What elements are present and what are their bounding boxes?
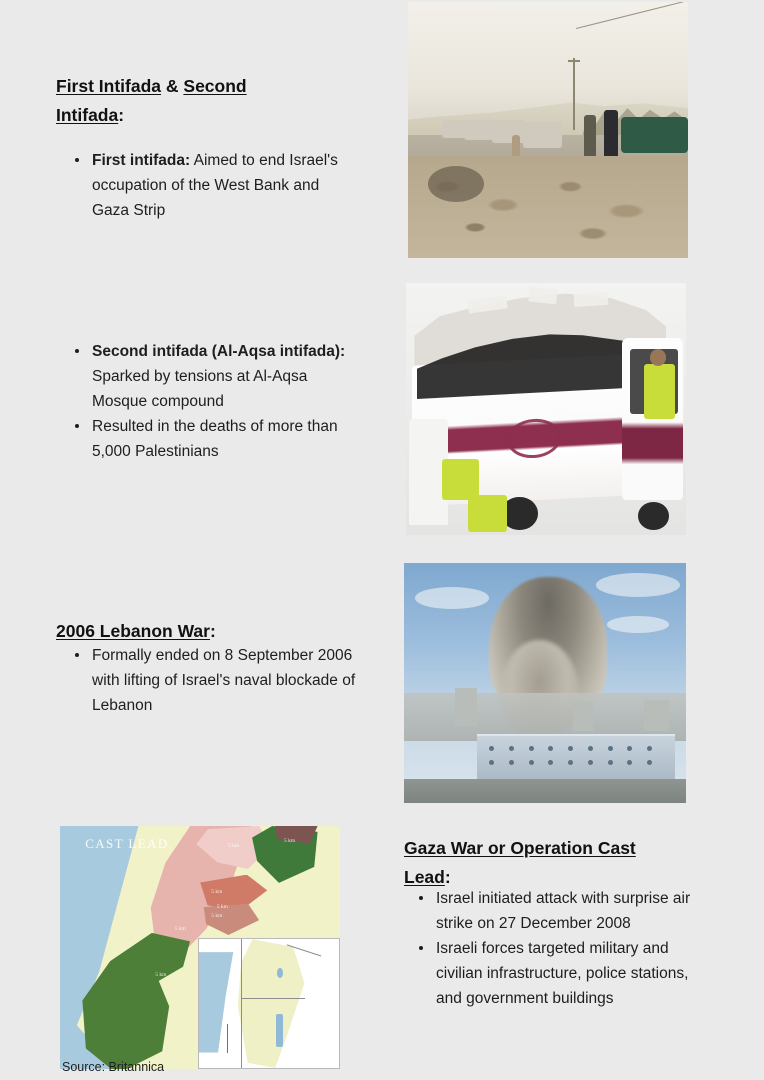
map-title: CAST LEAD [85, 835, 169, 851]
bus-metal-shard [574, 292, 608, 307]
building-porthole [568, 760, 573, 765]
bullet-text-second-intifada-deaths: Resulted in the deaths of more than 5,000 Palestinians [92, 418, 338, 460]
map-inset-locator [198, 938, 340, 1069]
convoy-car [442, 120, 467, 138]
bus-hivis-worker [442, 459, 478, 499]
building-porthole [588, 746, 593, 751]
building-porthole [509, 760, 514, 765]
building-porthole [627, 760, 632, 765]
city-tower [644, 700, 669, 731]
convoy-car [492, 120, 526, 143]
heading-gaza-war-line2: Lead [404, 867, 445, 887]
list-item [412, 936, 702, 1011]
inset-border-line [241, 939, 242, 1068]
building-porthole [489, 746, 494, 751]
convoy-crater [428, 166, 484, 202]
bus-photo-scene [406, 283, 686, 535]
heading-second-text: Second [183, 76, 247, 96]
building-porthole [568, 746, 573, 751]
bus-hivis-worker [468, 495, 507, 533]
bullet-text-gaza-targets: Israeli forces targeted military and civilian infrastructure, police stations, and government buildings [436, 940, 689, 1007]
lebanon-war-airstrike-smoke-photo [404, 563, 686, 803]
map-scale-label: 5 km [284, 838, 296, 845]
map-scale-label: 5 km [216, 903, 228, 910]
list-item [68, 414, 356, 464]
bullet-list-lebanon-war [68, 643, 356, 718]
map-scale-label: 5 km [211, 889, 223, 896]
map-scale-label: 5 km [211, 913, 223, 920]
cast-lead-map-scene [60, 826, 340, 1069]
heading-lebanon-war-text: 2006 Lebanon War [56, 621, 210, 641]
building-porthole [489, 760, 494, 765]
inset-dead-sea [276, 1014, 283, 1047]
heading-intifada-text: Intifada [56, 105, 119, 125]
inset-sea-of-galilee [277, 968, 283, 978]
heading-first-intifada-text: First Intifada [56, 76, 162, 96]
bullet-list-gaza-war [412, 886, 702, 1011]
second-intifada-bombed-bus-photo [406, 283, 686, 535]
convoy-car [523, 122, 562, 148]
convoy-photo-scene [408, 2, 688, 258]
foreground-ground [404, 779, 686, 803]
convoy-utility-pole [573, 58, 575, 130]
inset-gaza-marker [227, 1024, 228, 1052]
list-item [412, 886, 702, 936]
heading-gaza-war [404, 834, 696, 892]
city-tower [573, 702, 593, 731]
bullet-lead-second-intifada: Second intifada (Al-Aqsa intifada): [92, 343, 346, 360]
building-porthole [548, 760, 553, 765]
building-porthole [509, 746, 514, 751]
list-item [68, 339, 356, 414]
bullet-text-gaza-airstrike: Israel initiated attack with surprise air strike on 27 December 2008 [436, 890, 691, 932]
bullet-text-first-intifada: Aimed to end Israel's occupation of the West Bank and Gaza Strip [92, 152, 338, 219]
city-tower [455, 688, 478, 726]
convoy-car [464, 120, 495, 140]
sky-cloud [596, 573, 681, 597]
operation-cast-lead-map [60, 826, 340, 1069]
bus-wheel [638, 502, 669, 530]
building-porthole [627, 746, 632, 751]
sky-cloud [607, 616, 669, 633]
map-source-caption: Source: Britannica [62, 1060, 165, 1074]
heading-gaza-war-line1: Gaza War or Operation Cast [404, 838, 636, 858]
bullet-text-lebanon-ceasefire: Formally ended on 8 September 2006 with lifting of Israel's naval blockade of Lebanon [92, 647, 356, 714]
heading-lebanon-war-colon: : [209, 621, 216, 641]
bullet-list-first-intifada [68, 148, 350, 223]
sky-cloud [415, 587, 488, 609]
heading-ampersand: & [161, 76, 184, 96]
list-item [68, 148, 350, 223]
building-porthole [529, 760, 534, 765]
bullet-list-second-intifada [68, 339, 356, 464]
first-intifada-convoy-photo [408, 2, 688, 258]
map-scale-label: 5 km [174, 925, 186, 932]
heading-lebanon-war [56, 617, 356, 646]
bullet-text-second-intifada: Sparked by tensions at Al-Aqsa Mosque compound [92, 368, 308, 410]
list-item [68, 643, 356, 718]
building-porthole [529, 746, 534, 751]
building-porthole [588, 760, 593, 765]
bullet-lead-first-intifada: First intifada: [92, 152, 191, 169]
building-porthole [548, 746, 553, 751]
bus-hivis-worker [644, 364, 675, 419]
building-porthole [647, 760, 652, 765]
bus-metal-shard [528, 287, 557, 305]
map-scale-label: 5 km [228, 843, 240, 849]
convoy-green-car [621, 117, 688, 153]
building-porthole [608, 760, 613, 765]
heading-gaza-war-colon: : [444, 867, 451, 887]
heading-intifadas [56, 72, 356, 130]
inset-border-line [241, 998, 305, 999]
heading-intifadas-colon: : [118, 105, 125, 125]
building-porthole [608, 746, 613, 751]
map-scale-label: 5 km [155, 971, 167, 978]
foreground-building [477, 734, 674, 782]
building-porthole [647, 746, 652, 751]
smoke-photo-scene [404, 563, 686, 803]
